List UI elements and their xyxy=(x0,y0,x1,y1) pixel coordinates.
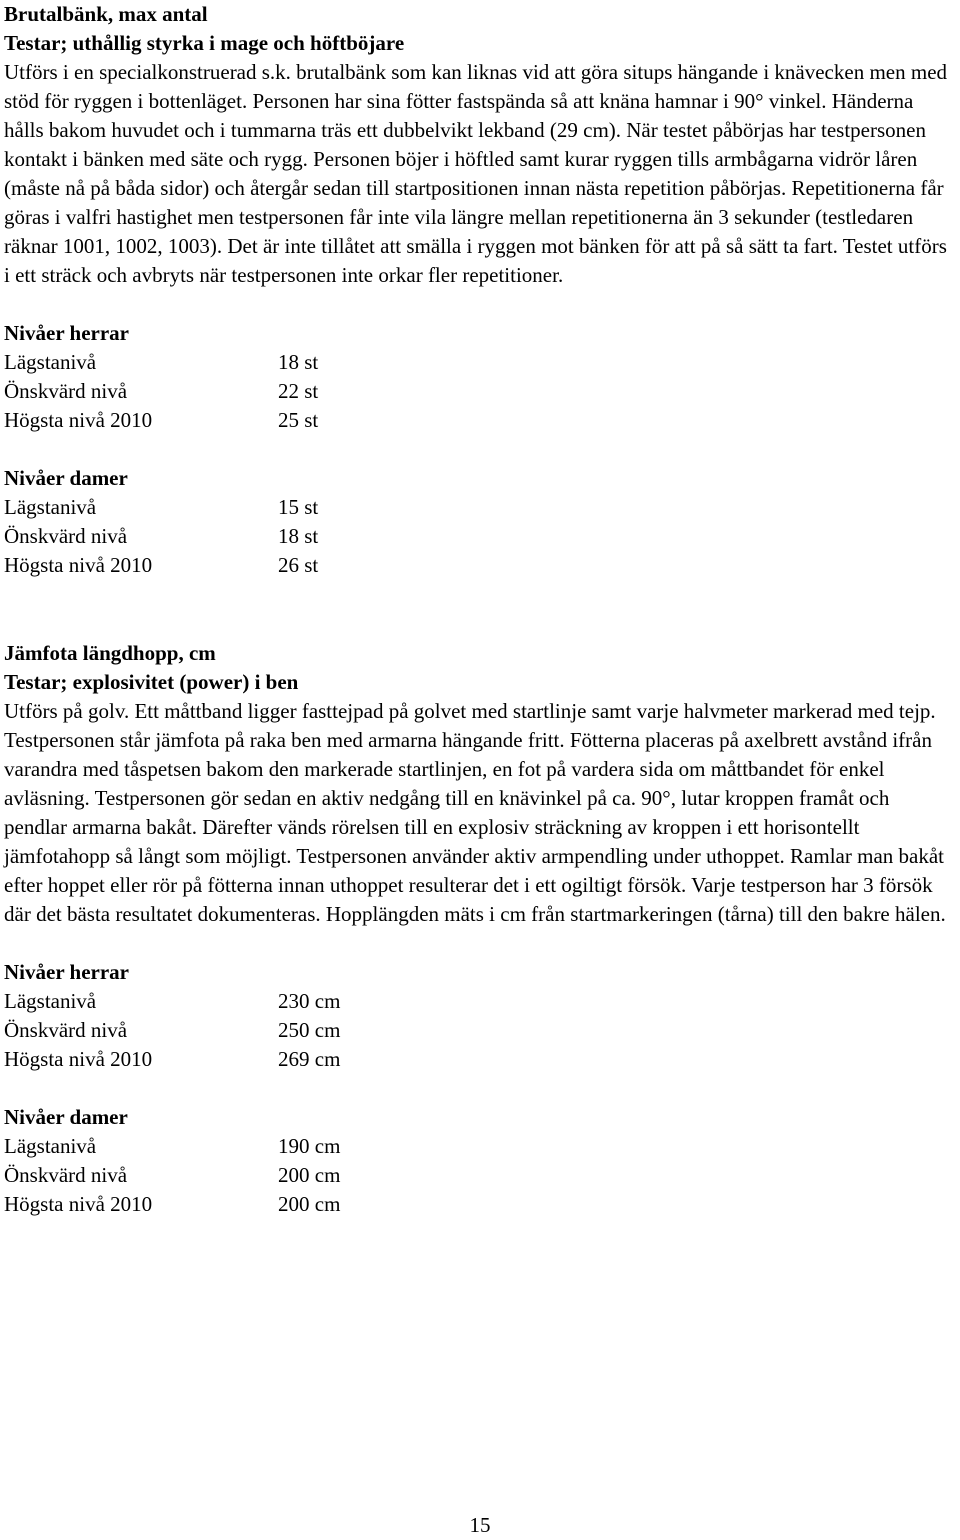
section-title: Jämfota längdhopp, cm xyxy=(4,641,216,665)
section-description: Utförs på golv. Ett måttband ligger fasttejpad på golvet med startlinje samt varje halvmeter markerad med tejp. Testpersonen står jämfota på raka ben med armarna hängande fritt. Fötterna placeras på axelbrett avstånd ifrån varandra med tåspetsen bakom den markerade startlinjen, en fot på vardera sida om måttbandet för enkel avläsning. Testpersonen gör sedan en aktiv nedgång till en knävinkel på ca. 90°, lutar kroppen framåt och pendlar armarna bakåt. Därefter vänds rörelsen till en explosiv sträckning av kroppen i ett horisontellt jämfotahopp så långt som möjligt. Testpersonen använder aktiv armpendling under uthoppet. Ramlar man bakåt efter hoppet eller rör på fötterna innan uthoppet resulterar det i ett ogiltigt försök. Varje testperson har 3 försök där det bästa resultatet dokumenteras. Hopplängden mäts i cm från startmarkeringen (tårna) till den bakre hälen. xyxy=(4,699,946,926)
level-label: Lägstanivå xyxy=(4,1134,97,1158)
level-group-women xyxy=(4,464,956,580)
level-value: 22 st xyxy=(278,379,319,403)
section-title: Brutalbänk, max antal xyxy=(4,2,208,26)
level-value: 200 cm xyxy=(278,1163,341,1187)
level-row xyxy=(4,1132,956,1161)
spacer xyxy=(4,1074,956,1103)
level-value: 15 st xyxy=(278,495,319,519)
level-row xyxy=(4,1190,956,1219)
levels-block xyxy=(4,319,956,580)
level-row xyxy=(4,522,956,551)
level-label: Högsta nivå 2010 xyxy=(4,553,153,577)
level-value: 230 cm xyxy=(278,989,341,1013)
level-label: Önskvärd nivå xyxy=(4,1163,128,1187)
level-group-men xyxy=(4,319,956,435)
level-group-women xyxy=(4,1103,956,1219)
level-value: 26 st xyxy=(278,553,319,577)
level-row xyxy=(4,377,956,406)
level-label: Högsta nivå 2010 xyxy=(4,1047,153,1071)
level-label: Lägstanivå xyxy=(4,989,97,1013)
level-value: 18 st xyxy=(278,524,319,548)
level-row xyxy=(4,1016,956,1045)
document-page xyxy=(4,0,956,1219)
level-row xyxy=(4,551,956,580)
section-brutalbank xyxy=(4,0,956,580)
level-value: 190 cm xyxy=(278,1134,341,1158)
level-row xyxy=(4,348,956,377)
level-value: 25 st xyxy=(278,408,319,432)
level-row xyxy=(4,493,956,522)
level-row xyxy=(4,1161,956,1190)
level-label: Önskvärd nivå xyxy=(4,1018,128,1042)
spacer xyxy=(4,435,956,464)
level-group-men xyxy=(4,958,956,1074)
level-label: Önskvärd nivå xyxy=(4,379,128,403)
level-row xyxy=(4,1045,956,1074)
level-value: 250 cm xyxy=(278,1018,341,1042)
level-label: Högsta nivå 2010 xyxy=(4,1192,153,1216)
spacer xyxy=(4,580,956,639)
section-description: Utförs i en specialkonstruerad s.k. brutalbänk som kan liknas vid att göra situps hängande i knävecken men med stöd för ryggen i bottenläget. Personen har sina fötter fastspända så att knäna hamnar i 90° vinkel. Händerna hålls bakom huvudet och i tummarna träs ett dubbelvikt lekband (29 cm). När testet påbörjas har testpersonen kontakt i bänken med säte och rygg. Personen böjer i höftled samt kurar ryggen tills armbågarna vidrör låren (måste nå på båda sidor) och återgår sedan till startpositionen innan nästa repetition påbörjas. Repetitionerna får göras i valfri hastighet men testpersonen får inte vila längre mellan repetitionerna än 3 sekunder (testledaren räknar 1001, 1002, 1003). Det är inte tillåtet att smälla i ryggen mot bänken för att på så sätt ta fart. Testet utförs i ett sträck och avbryts när testpersonen inte orkar fler repetitioner. xyxy=(4,60,948,287)
level-label: Lägstanivå xyxy=(4,495,97,519)
level-group-title: Nivåer herrar xyxy=(4,960,129,984)
level-value: 269 cm xyxy=(278,1047,341,1071)
level-group-title: Nivåer herrar xyxy=(4,321,129,345)
section-standing-long-jump xyxy=(4,639,956,1219)
level-value: 200 cm xyxy=(278,1192,341,1216)
section-subtitle: Testar; explosivitet (power) i ben xyxy=(4,670,299,694)
level-row xyxy=(4,406,956,435)
levels-block xyxy=(4,958,956,1219)
level-group-title: Nivåer damer xyxy=(4,466,128,490)
level-label: Högsta nivå 2010 xyxy=(4,408,153,432)
level-group-title: Nivåer damer xyxy=(4,1105,128,1129)
page-number: 15 xyxy=(469,1513,491,1537)
level-label: Lägstanivå xyxy=(4,350,97,374)
level-value: 18 st xyxy=(278,350,319,374)
level-label: Önskvärd nivå xyxy=(4,524,128,548)
section-subtitle: Testar; uthållig styrka i mage och höftböjare xyxy=(4,31,405,55)
level-row xyxy=(4,987,956,1016)
